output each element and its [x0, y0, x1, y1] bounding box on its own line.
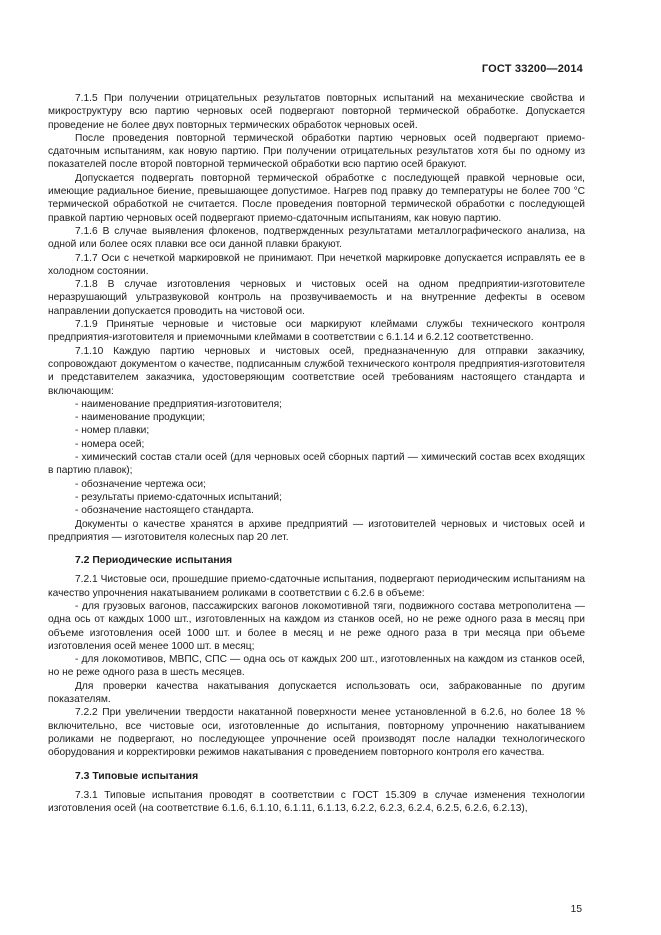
paragraph-repeat-treatment: После проведения повторной термической обработки партию черновых осей подвергают приемо-сдаточным испытаниям, как новую партию. При получении отрицательных результатов хотя бы по одному из показателей после второй повторной термической обработки всю партию осей бракуют.: [48, 132, 585, 171]
list-item: - для локомотивов, МВПС, СПС — одна ось от каждых 200 шт., изготовленных на каждом из станков осей, но не реже одного раза в шесть месяцев.: [48, 654, 585, 679]
list-item: - наименование предприятия-изготовителя;: [75, 398, 282, 410]
paragraph-7-1-5: 7.1.5 При получении отрицательных результатов повторных испытаний на механические свойства и микроструктуру всю партию черновых осей подвергают повторной термической обработке. Допускается проведение не более двух повторных термических обработок черновых осей.: [48, 93, 585, 131]
document-code: ГОСТ 33200—2014: [481, 63, 583, 75]
paragraph-7-3-1: 7.3.1 Типовые испытания проводят в соответствии с ГОСТ 15.309 в случае изменения технологии изготовления осей (на соответствие 6.1.6, 6.1.10, 6.1.11, 6.1.13, 6.2.2, 6.2.3, 6.2.4, 6.2.5, 6.2.6, 6.2.13),: [48, 789, 585, 815]
paragraph-7-2-1: 7.2.1 Чистовые оси, прошедшие приемо-сдаточные испытания, подвергают периодическим испытаниям на качество упрочнения накатыванием роликами в соответствии с 6.2.6 в объеме:: [48, 574, 585, 599]
paragraph-7-1-8: 7.1.8 В случае изготовления черновых и чистовых осей на одном предприятии-изготовителе неразрушающий ультразвуковой контроль на прозвучиваемость и на внутренние дефекты в осевом направлении допускается проводить на чистовой оси.: [48, 279, 585, 317]
list-item: - обозначение чертежа оси;: [75, 478, 206, 490]
list-item: - химический состав стали осей (для черновых осей сборных партий — химический состав всех входящих в партию плавок);: [48, 452, 585, 477]
document-body: [48, 92, 585, 815]
list-item: - обозначение настоящего стандарта.: [75, 505, 254, 517]
list-item: - наименование продукции;: [75, 412, 206, 424]
list-item: - номера осей;: [75, 438, 145, 450]
paragraph-quality-check: Для проверки качества накатывания допускается использовать оси, забракованные по другим показателям.: [48, 680, 585, 706]
paragraph-7-1-7: 7.1.7 Оси с нечеткой маркировкой не принимают. При нечеткой маркировке допускается исправлять ее в холодном состоянии.: [48, 252, 585, 277]
paragraph-7-1-10: 7.1.10 Каждую партию черновых и чистовых осей, предназначенную для отправки заказчику, сопровождают документом о качестве, подписанным службой технического контроля предприятия-изготовителя и представителем заказчика, удостоверяющим соответствие осей требованиям настоящего стандарта и включающим:: [48, 345, 585, 397]
section-heading-7-3: 7.3 Типовые испытания: [75, 770, 199, 782]
section-heading-7-2: 7.2 Периодические испытания: [75, 555, 233, 567]
paragraph-7-2-2: 7.2.2 При увеличении твердости накатанной поверхности менее установленной в 6.2.6, но более 18 % включительно, все чистовые оси, изготовленные до испытания, повторному упрочнению накатыванием роликами не подвергают, но последующее упрочнение осей производят после наладки технологического оборудования и корректировки режимов накатывания с проведением повторного контроля его качества.: [48, 707, 585, 759]
page-number: 15: [570, 904, 582, 915]
list-item: - для грузовых вагонов, пассажирских вагонов локомотивной тяги, подвижного состава метрополитена — одна ось от каждых 1000 шт., изготовленных на каждом из станков осей, но не реже одного раза в месяц при объеме изготовления осей 1000 шт. и более в месяц и не реже одного раза в три месяца при объеме изготовления осей менее 1000 шт. в месяц;: [48, 600, 585, 652]
paragraph-straightening: Допускается подвергать повторной термической обработке с последующей правкой черновые оси, имеющие радиальное биение, превышающее допустимое. Нагрев под правку до температуры не более 700 °С термической обработкой не считается. После проведения повторной термической обработки с последующей правкой партию черновых осей подвергают приемо-сдаточным испытаниям, как новую партию.: [48, 172, 585, 224]
paragraph-7-1-9: 7.1.9 Принятые черновые и чистовые оси маркируют клеймами службы технического контроля предприятия-изготовителя и приемочными клеймами в соответствии с 6.1.14 и 6.2.12 соответственно.: [48, 319, 585, 344]
list-item: - результаты приемо-сдаточных испытаний;: [75, 491, 282, 503]
list-item: - номер плавки;: [75, 425, 150, 437]
paragraph-documents-storage: Документы о качестве хранятся в архиве предприятий — изготовителей черновых и чистовых осей и предприятия — изготовителя колесных пар 20 лет.: [48, 518, 585, 543]
paragraph-7-1-6: 7.1.6 В случае выявления флокенов, подтвержденных результатами металлографического анализа, на одной или более осях плавки все оси данной плавки бракуют.: [48, 225, 585, 251]
